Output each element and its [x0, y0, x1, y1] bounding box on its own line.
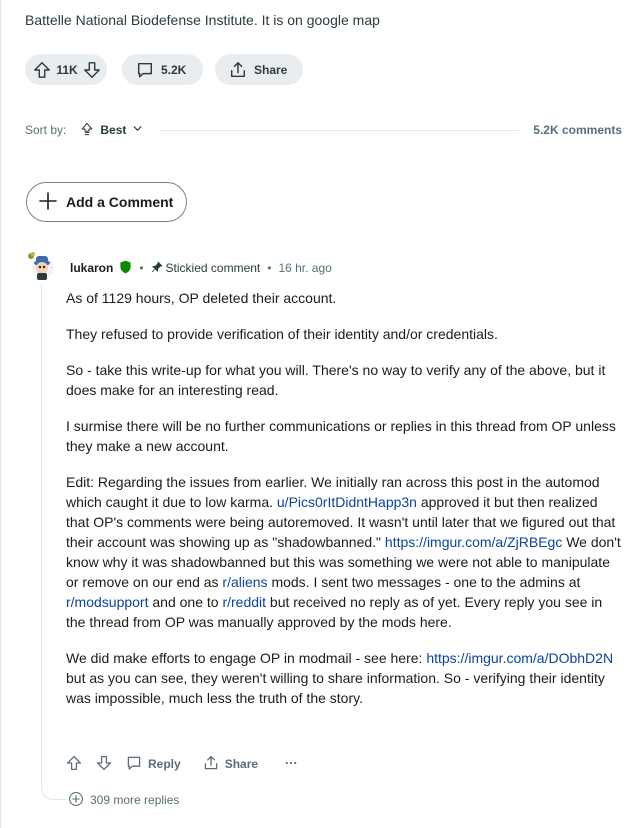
- text: mods. I sent two messages - one to the admins at: [267, 574, 581, 590]
- comment-paragraph: So - take this write-up for what you will. There's no way to verify any of the above, but it does make for an interesting read.: [66, 362, 606, 398]
- plus-icon: [38, 191, 58, 214]
- comments-button[interactable]: [122, 54, 203, 85]
- sort-dropdown[interactable]: [80, 122, 143, 139]
- comment-time: 16 hr. ago: [278, 261, 332, 275]
- stickied-tag: [151, 261, 261, 276]
- plus-circle-icon: [68, 791, 84, 810]
- vote-bar: [25, 54, 107, 85]
- comment-paragraph: [66, 472, 624, 632]
- stickied-label: Stickied comment: [165, 261, 261, 275]
- avatar[interactable]: [25, 250, 57, 282]
- text: We did make efforts to engage OP in modmail - see here:: [66, 650, 427, 666]
- comment-body: [66, 288, 624, 708]
- text: approved it but then realized that OP's comments were being autoremoved. It wasn't until later that we figured out that their account was showing up as "shadowbanned.": [66, 494, 616, 550]
- sort-value: Best: [100, 123, 127, 137]
- text: Edit: Regarding the issues from earlier. We initially ran across this post in the automod which caught it due to low karma.: [66, 474, 600, 510]
- thread-line[interactable]: [41, 284, 42, 784]
- reply-label: Reply: [148, 757, 181, 771]
- separator-dot: •: [267, 261, 272, 275]
- thread-connector: [41, 775, 67, 800]
- user-link[interactable]: u/Pics0rItDidntHapp3n: [276, 494, 417, 510]
- comment-share-button[interactable]: [203, 755, 258, 774]
- sort-icon: [80, 122, 94, 139]
- text: but received no reply as of yet. Every reply you see in the thread from OP was manually approved by the mods here.: [66, 594, 603, 630]
- comment-paragraph: [66, 648, 624, 708]
- pin-icon: [151, 261, 163, 276]
- total-comments: 5.2K comments: [533, 123, 622, 137]
- vote-count: 11K: [56, 62, 78, 77]
- share-label: Share: [224, 757, 259, 771]
- comment-meta: [70, 259, 332, 277]
- sort-label: Sort by:: [25, 123, 67, 137]
- add-comment-label: Add a Comment: [66, 194, 174, 210]
- subreddit-link-reddit[interactable]: r/reddit: [222, 594, 267, 610]
- text: We don't know why it was shadowbanned but this was something we were not able to manipulate or remove on our end as: [66, 534, 621, 590]
- share-icon: [229, 61, 247, 79]
- sort-row: [25, 121, 622, 139]
- imgur-link[interactable]: https://imgur.com/a/ZjRBEgc: [384, 534, 563, 550]
- more-replies-label: 309 more replies: [90, 793, 180, 807]
- divider: [159, 130, 519, 131]
- comment-paragraph: As of 1129 hours, OP deleted their account.: [66, 290, 337, 306]
- text: and one to: [148, 594, 223, 610]
- comment-icon: [136, 61, 154, 79]
- comment-paragraph: They refused to provide verification of their identity and/or credentials.: [66, 326, 498, 342]
- reply-button[interactable]: [126, 755, 181, 774]
- share-button[interactable]: [215, 54, 303, 85]
- imgur-link[interactable]: https://imgur.com/a/DObhD2N: [426, 650, 614, 666]
- downvote-icon[interactable]: [96, 755, 112, 774]
- comment-paragraph: I surmise there will be no further communications or replies in this thread from OP unless they make a new account.: [66, 418, 616, 454]
- mod-shield-icon: [119, 260, 132, 277]
- upvote-icon[interactable]: [33, 61, 51, 79]
- add-comment-button[interactable]: [26, 182, 187, 222]
- post-body-text: Battelle National Biodefense Institute. It is on google map: [25, 12, 380, 28]
- upvote-icon[interactable]: [66, 755, 82, 774]
- comment-actions: [66, 754, 298, 774]
- comment-author[interactable]: lukaron: [70, 261, 114, 275]
- downvote-icon[interactable]: [83, 61, 101, 79]
- more-replies-button[interactable]: [68, 791, 179, 809]
- share-label: Share: [254, 62, 288, 77]
- share-icon: [203, 755, 219, 774]
- chevron-down-icon: [132, 123, 143, 137]
- separator-dot: •: [139, 261, 144, 275]
- comment-count: 5.2K: [161, 62, 187, 77]
- text: but as you can see, they weren't willing to share information. So - verifying their identity was impossible, much less the truth of the story.: [66, 670, 605, 706]
- comment-icon: [126, 755, 142, 774]
- subreddit-link-aliens[interactable]: r/aliens: [222, 574, 268, 590]
- more-icon[interactable]: [284, 756, 298, 773]
- subreddit-link-modsupport[interactable]: r/modsupport: [66, 594, 149, 610]
